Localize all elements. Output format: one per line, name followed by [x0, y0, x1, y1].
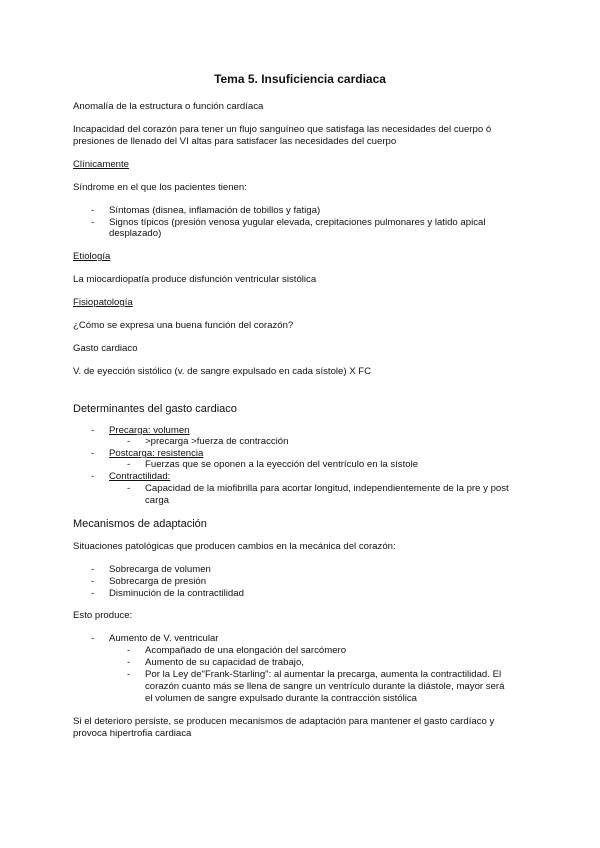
conclusion-line-1: Si el deterioro persiste, se producen mecanismos de adaptación para mantener el gasto cardíaco y [73, 716, 495, 727]
bullet-dash: - [127, 436, 131, 447]
produce-sub-2: Aumento de su capacidad de trabajo, [145, 657, 304, 668]
list-item: Síntomas (disnea, inflamación de tobillos y fatiga) [109, 205, 321, 216]
gasto-cardiaco-label: Gasto cardiaco [73, 343, 138, 354]
definition-heading: Anomalía de la estructura o función cardíaca [73, 101, 264, 112]
bullet-dash: - [91, 576, 95, 587]
postcarga-item: Postcarga: resistencia [109, 448, 204, 459]
produce-intro: Esto produce: [73, 610, 133, 621]
list-item: Signos típicos (presión venosa yugular elevada, crepitaciones pulmonares y latido apical [109, 217, 486, 228]
gasto-formula: V. de eyección sistólico (v. de sangre expulsado en cada sístole) X FC [73, 366, 372, 377]
precarga-item: Precarga: volumen [109, 425, 190, 436]
list-item: Disminución de la contractilidad [109, 588, 244, 599]
determinantes-heading: Determinantes del gasto cardiaco [73, 403, 237, 415]
bullet-dash: - [127, 459, 131, 470]
produce-sub-3-continuation: corazón cuanto más se llena de sangre un ventrículo durante la diástole, mayor será [145, 681, 505, 692]
contractilidad-sub: Capacidad de la miofibrilla para acortar longitud, independientemente de la pre y post [145, 483, 509, 494]
etiologia-heading: Etiología [73, 251, 111, 262]
list-item-continuation: desplazado) [109, 228, 162, 239]
produce-sub-1: Acompañado de una elongación del sarcómero [145, 645, 347, 656]
definition-line-2: presiones de llenado del VI altas para satisfacer las necesidades del cuerpo [73, 136, 397, 147]
clinicamente-heading: Clínicamente [73, 159, 129, 170]
contractilidad-sub-continuation: carga [145, 495, 169, 506]
page-title: Tema 5. Insuficiencia cardiaca [214, 72, 386, 86]
bullet-dash: - [127, 669, 131, 680]
definition-line-1: Incapacidad del corazón para tener un flujo sanguíneo que satisfaga las necesidades del cuerpo ó [73, 124, 492, 135]
list-item: Sobrecarga de presión [109, 576, 207, 587]
fisiopatologia-question: ¿Cómo se expresa una buena función del corazón? [73, 320, 294, 331]
clinicamente-intro: Síndrome en el que los pacientes tienen: [73, 182, 247, 193]
bullet-dash: - [91, 217, 95, 228]
etiologia-text: La miocardiopatía produce disfunción ventricular sistólica [73, 274, 317, 285]
bullet-dash: - [91, 471, 95, 482]
mecanismos-heading: Mecanismos de adaptación [73, 518, 207, 530]
bullet-dash: - [127, 483, 131, 494]
bullet-dash: - [91, 448, 95, 459]
bullet-dash: - [127, 657, 131, 668]
bullet-dash: - [91, 564, 95, 575]
bullet-dash: - [91, 633, 95, 644]
produce-sub-3: Por la Ley de"Frank-Starling": al aumentar la precarga, aumenta la contractilidad. El [145, 669, 502, 680]
bullet-dash: - [91, 425, 95, 436]
fisiopatologia-heading: Fisiopatología [73, 297, 133, 308]
bullet-dash: - [91, 205, 95, 216]
contractilidad-item: Contractilidad: [109, 471, 171, 482]
list-item: Sobrecarga de volumen [109, 564, 211, 575]
produce-sub-3-continuation: el volumen de sangre expulsado durante la contracción sistólica [145, 693, 417, 704]
list-item: Aumento de V. ventricular [109, 633, 219, 644]
bullet-dash: - [127, 645, 131, 656]
conclusion-line-2: provoca hipertrofia cardiaca [73, 728, 192, 739]
postcarga-sub: Fuerzas que se oponen a la eyección del ventrículo en la sístole [145, 459, 419, 470]
mecanismos-intro: Situaciones patológicas que producen cambios en la mecánica del corazón: [73, 541, 396, 552]
precarga-sub: >precarga >fuerza de contracción [145, 436, 289, 447]
bullet-dash: - [91, 588, 95, 599]
